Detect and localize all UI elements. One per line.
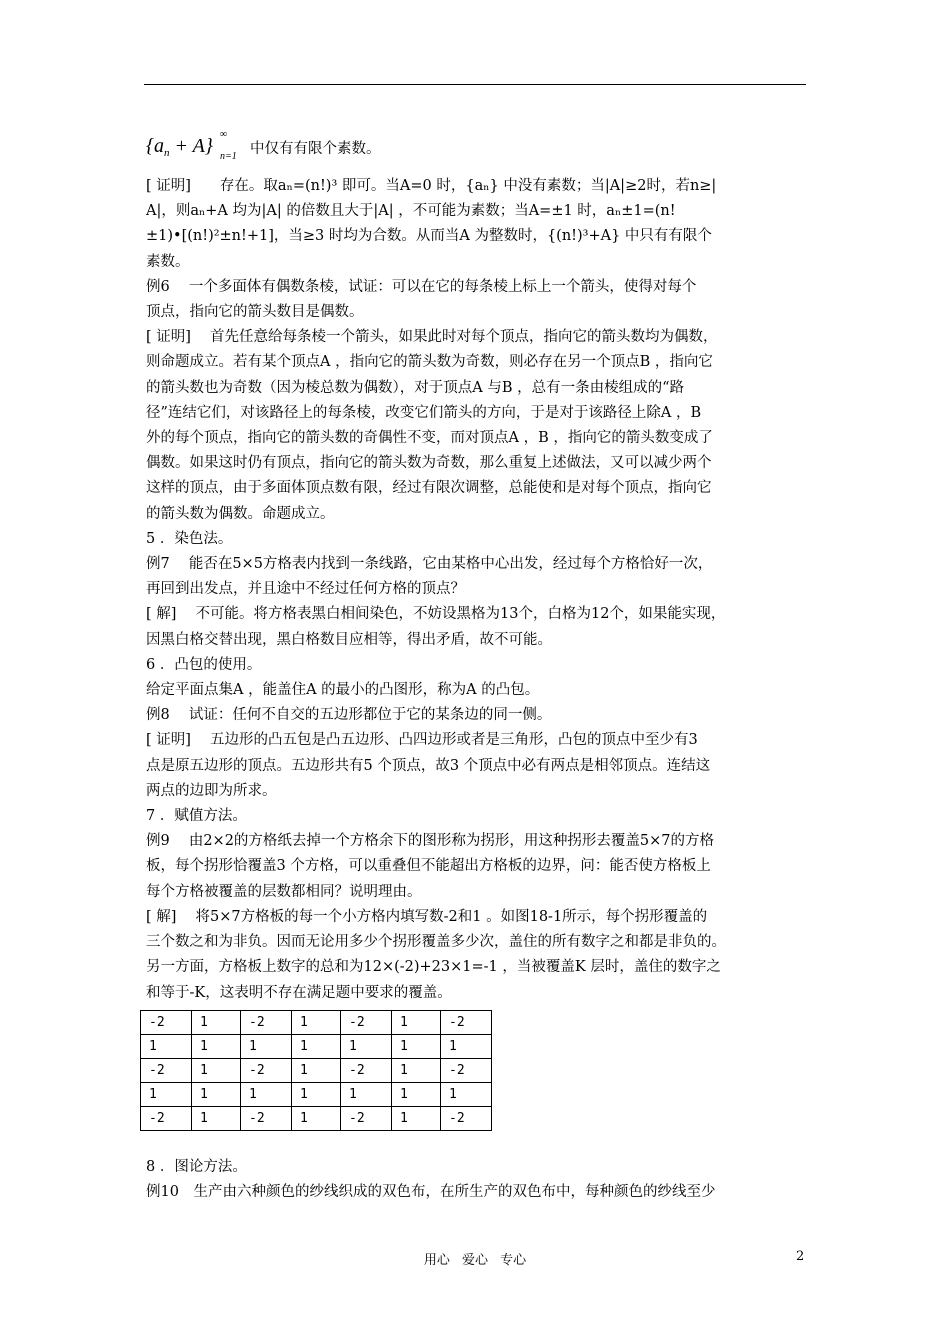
body-text xyxy=(146,174,806,1006)
text-line: 因黑白格交替出现，黑白格数目应相等，得出矛盾，故不可能。 xyxy=(146,631,552,648)
table-cell: 1 xyxy=(141,1034,192,1058)
table-cell: 1 xyxy=(292,1034,341,1058)
footer-text: 用心 爱心 专心 xyxy=(423,1253,527,1268)
text-line: [ 证明] 五边形的凸五包是凸五边形、凸四边形或者是三角形，凸包的顶点中至少有3 xyxy=(146,732,698,749)
text-line: [ 证明] 首先任意给每条棱一个箭头，如果此时对每个顶点，指向它的箭头数均为偶数， xyxy=(146,329,718,346)
text-line: 三个数之和为非负。因而无论用多少个拐形覆盖多少次，盖住的所有数字之和都是非负的。 xyxy=(146,934,726,951)
text-line: 例7 能否在5×5方格表内找到一条线路，它由某格中心出发，经过每个方格恰好一次， xyxy=(146,556,713,573)
table-row xyxy=(141,1010,492,1034)
text-line: 7 ．赋值方法。 xyxy=(146,808,247,825)
text-line: [ 证明] 存在。取aₙ=(n!)³ 即可。当A=0 时，{aₙ} 中没有素数；当|A|≥2时，若n≥| xyxy=(146,178,717,194)
text-line: 再回到出发点，并且途中不经过任何方格的顶点？ xyxy=(146,581,465,598)
formula-line xyxy=(146,128,806,166)
text-line: 例6 一个多面体有偶数条棱，试证：可以在它的每条棱上标上一个箭头，使得对每个 xyxy=(146,278,697,295)
table-cell: -2 xyxy=(241,1106,292,1130)
table-cell: 1 xyxy=(392,1058,441,1082)
table-row xyxy=(141,1034,492,1058)
table-cell: 1 xyxy=(192,1058,241,1082)
text-line: 例8 试证：任何不自交的五边形都位于它的某条边的同一侧。 xyxy=(146,707,552,724)
table-cell: 1 xyxy=(341,1034,392,1058)
header-rule xyxy=(144,84,806,85)
text-line: 8 ．图论方法。 xyxy=(146,1158,247,1175)
text-line: 两点的边即为所求。 xyxy=(146,782,277,799)
table-cell: 1 xyxy=(192,1106,241,1130)
text-line: 给定平面点集A ，能盖住A 的最小的凸图形，称为A 的凸包。 xyxy=(146,682,540,699)
text-line: 偶数。如果这时仍有顶点，指向它的箭头数为奇数，那么重复上述做法，又可以减少两个 xyxy=(146,455,712,472)
text-line: 顶点，指向它的箭头数目是偶数。 xyxy=(146,304,364,321)
formula-rest: + A} xyxy=(169,135,213,157)
text-line: 和等于-K，这表明不存在满足题中要求的覆盖。 xyxy=(146,984,452,1001)
formula-tail-text: 中仅有有限个素数。 xyxy=(250,140,381,157)
text-line: 每个方格被覆盖的层数都相同？说明理由。 xyxy=(146,883,422,900)
text-line: 例10 生产由六种颜色的纱线织成的双色布，在所生产的双色布中，每种颜色的纱线至少 xyxy=(146,1183,716,1200)
text-line: 6 ．凸包的使用。 xyxy=(146,656,262,673)
text-line: [ 解] 不可能。将方格表黑白相间染色，不妨设黑格为13个，白格为12个，如果能实现， xyxy=(146,606,726,623)
table-cell: -2 xyxy=(141,1058,192,1082)
table-cell: 1 xyxy=(192,1034,241,1058)
table-cell: 1 xyxy=(392,1082,441,1106)
table-cell: -2 xyxy=(441,1058,492,1082)
page-content xyxy=(146,128,806,1205)
table-cell: 1 xyxy=(241,1082,292,1106)
number-grid-table xyxy=(140,1010,492,1131)
table-cell: -2 xyxy=(141,1010,192,1034)
text-line: 的箭头数也为奇数（因为棱总数为偶数），对于顶点A 与B ，总有一条由棱组成的“路 xyxy=(146,379,685,396)
table-cell: 1 xyxy=(292,1010,341,1034)
table-cell: 1 xyxy=(192,1010,241,1034)
table-cell: -2 xyxy=(441,1010,492,1034)
table-cell: 1 xyxy=(241,1034,292,1058)
text-line: 点是原五边形的顶点。五边形共有5 个顶点，故3 个顶点中必有两点是相邻顶点。连结这 xyxy=(146,757,711,774)
text-line: [ 解] 将5×7方格板的每一个小方格内填写数-2和1 。如图18-1所示，每个拐形覆盖的 xyxy=(146,908,708,925)
text-line: 这样的顶点，由于多面体顶点数有限，经过有限次调整，总能使和是对每个顶点，指向它 xyxy=(146,480,712,497)
text-line: 例9 由2×2的方格纸去掉一个方格余下的图形称为拐形，用这种拐形去覆盖5×7的方格 xyxy=(146,833,715,850)
sequence-formula xyxy=(146,129,246,162)
text-line: 另一方面，方格板上数字的总和为12×(-2)+23×1=-1 ，当被覆盖K 层时，盖住的数字之 xyxy=(146,959,721,976)
table-cell: -2 xyxy=(341,1058,392,1082)
table-cell: 1 xyxy=(292,1106,341,1130)
text-line: 外的每个顶点，指向它的箭头数的奇偶性不变，而对顶点A ，B ，指向它的箭头数变成了 xyxy=(146,430,713,447)
text-line: 板，每个拐形恰覆盖3 个方格，可以重叠但不能超出方格板的边界，问：能否使方格板上 xyxy=(146,858,711,875)
text-line: 的箭头数为偶数。命题成立。 xyxy=(146,505,335,522)
table-cell: 1 xyxy=(441,1034,492,1058)
table-cell: 1 xyxy=(292,1082,341,1106)
page-number: 2 xyxy=(796,1249,805,1264)
table-cell: 1 xyxy=(341,1082,392,1106)
table-cell: 1 xyxy=(392,1034,441,1058)
text-line: 5 ．染色法。 xyxy=(146,530,233,547)
table-row xyxy=(141,1082,492,1106)
formula-superscript: ∞ xyxy=(220,129,228,140)
table-cell: -2 xyxy=(341,1010,392,1034)
body-text-continued xyxy=(146,1155,806,1205)
table-cell: 1 xyxy=(192,1082,241,1106)
table-cell: -2 xyxy=(141,1106,192,1130)
formula-subscript-range: n=1 xyxy=(220,151,237,162)
table-cell: -2 xyxy=(241,1058,292,1082)
text-line: 素数。 xyxy=(146,253,190,270)
text-line: 径”连结它们，对该路径上的每条棱，改变它们箭头的方向，于是对于该路径上除A ，B xyxy=(146,404,702,421)
text-line: ±1)•[(n!)²±n!+1]，当≥3 时均为合数。从而当A 为整数时，{(n!)³+A} 中只有有限个 xyxy=(146,228,712,245)
table-row xyxy=(141,1106,492,1130)
table-cell: 1 xyxy=(392,1106,441,1130)
text-line: 则命题成立。若有某个顶点A ，指向它的箭头数为奇数，则必存在另一个顶点B ，指向它 xyxy=(146,354,713,371)
formula-main: {a xyxy=(146,135,164,157)
table-cell: -2 xyxy=(341,1106,392,1130)
table-cell: 1 xyxy=(441,1082,492,1106)
table-cell: -2 xyxy=(441,1106,492,1130)
table-cell: -2 xyxy=(241,1010,292,1034)
table-cell: 1 xyxy=(141,1082,192,1106)
table-cell: 1 xyxy=(392,1010,441,1034)
table-cell: 1 xyxy=(292,1058,341,1082)
text-line: A|，则aₙ+A 均为|A| 的倍数且大于|A| ，不可能为素数；当A=±1 时，aₙ±1=(n! xyxy=(146,203,676,220)
table-row xyxy=(141,1058,492,1082)
formula-subscript-n: n xyxy=(164,147,170,159)
